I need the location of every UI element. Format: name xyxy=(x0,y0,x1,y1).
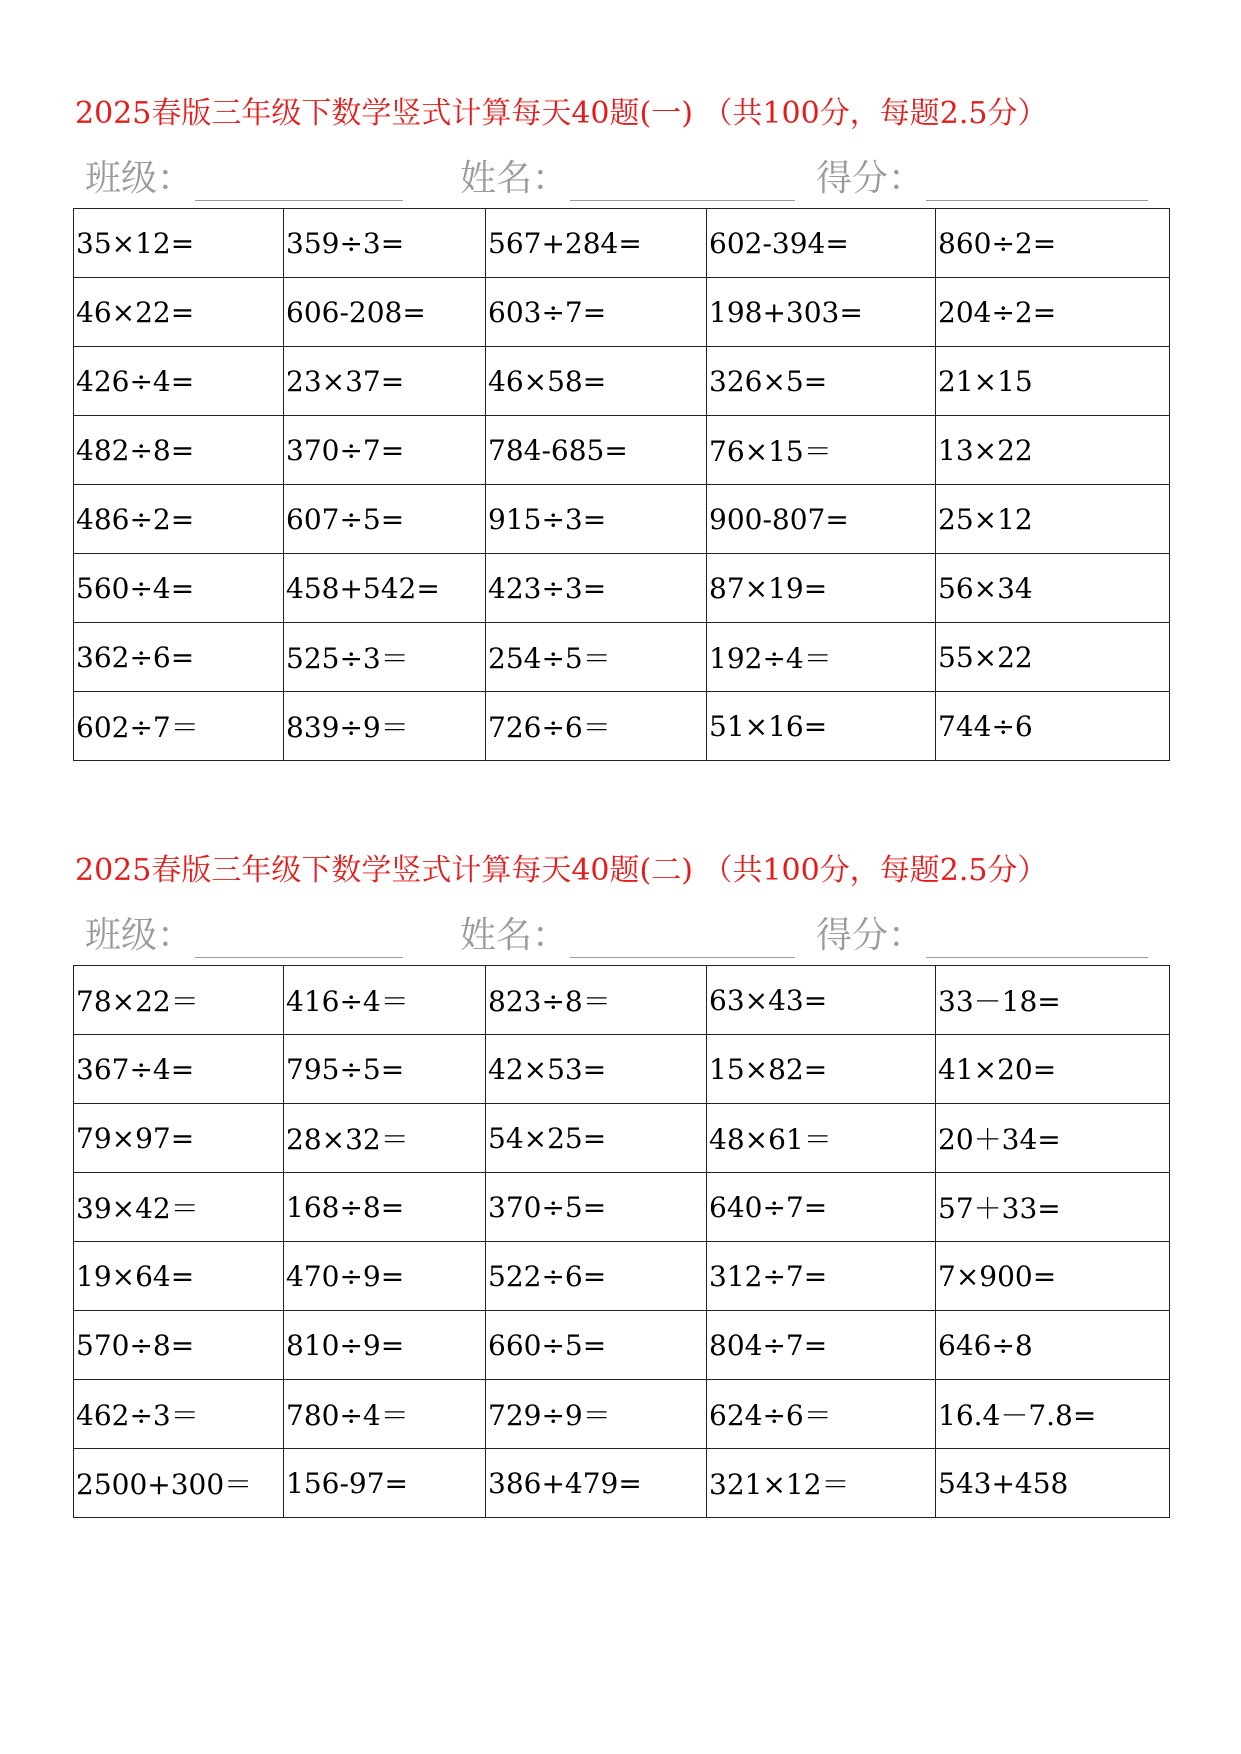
problem-cell: 860÷2= xyxy=(936,209,1170,278)
problem-cell: 326×5= xyxy=(707,347,936,416)
problem-cell: 370÷5= xyxy=(486,1173,707,1242)
problem-row xyxy=(74,623,1170,692)
name-blank[interactable] xyxy=(570,917,795,958)
problem-row xyxy=(74,1104,1170,1173)
problem-cell: 35×12= xyxy=(74,209,284,278)
worksheet-title: 2025春版三年级下数学竖式计算每天40题(一) （共100分，每题2.5分） xyxy=(75,96,1048,131)
problem-cell: 28×32＝ xyxy=(284,1104,486,1173)
problem-cell: 204÷2= xyxy=(936,278,1170,347)
student-info-row xyxy=(85,907,1165,955)
name-label: 姓名： xyxy=(460,915,569,956)
problem-cell: 56×34 xyxy=(936,554,1170,623)
problem-table xyxy=(73,208,1170,761)
class-blank[interactable] xyxy=(195,917,403,958)
problem-cell: 21×15 xyxy=(936,347,1170,416)
problem-cell: 254÷5＝ xyxy=(486,623,707,692)
class-field xyxy=(85,907,403,958)
problem-cell: 55×22 xyxy=(936,623,1170,692)
problem-cell: 25×12 xyxy=(936,485,1170,554)
name-field xyxy=(460,150,795,201)
name-label: 姓名： xyxy=(460,158,569,199)
problem-cell: 784-685= xyxy=(486,416,707,485)
problem-cell: 525÷3＝ xyxy=(284,623,486,692)
problem-cell: 543+458 xyxy=(936,1449,1170,1518)
problem-row xyxy=(74,692,1170,761)
problem-cell: 602-394= xyxy=(707,209,936,278)
problem-cell: 78×22＝ xyxy=(74,966,284,1035)
name-blank[interactable] xyxy=(570,160,795,201)
problem-cell: 416÷4＝ xyxy=(284,966,486,1035)
problem-row xyxy=(74,1311,1170,1380)
problem-cell: 168÷8= xyxy=(284,1173,486,1242)
problem-cell: 54×25= xyxy=(486,1104,707,1173)
score-blank[interactable] xyxy=(926,917,1148,958)
problem-row xyxy=(74,485,1170,554)
problem-cell: 367÷4= xyxy=(74,1035,284,1104)
problem-cell: 15×82= xyxy=(707,1035,936,1104)
problem-cell: 7×900= xyxy=(936,1242,1170,1311)
problem-cell: 63×43= xyxy=(707,966,936,1035)
worksheet-title: 2025春版三年级下数学竖式计算每天40题(二) （共100分，每题2.5分） xyxy=(75,853,1048,888)
problem-cell: 312÷7= xyxy=(707,1242,936,1311)
problem-cell: 810÷9= xyxy=(284,1311,486,1380)
problem-cell: 839÷9＝ xyxy=(284,692,486,761)
problem-cell: 470÷9= xyxy=(284,1242,486,1311)
problem-cell: 915÷3= xyxy=(486,485,707,554)
problem-row xyxy=(74,416,1170,485)
class-label: 班级： xyxy=(85,158,194,199)
problem-cell: 321×12＝ xyxy=(707,1449,936,1518)
problem-cell: 423÷3= xyxy=(486,554,707,623)
problem-cell: 607÷5= xyxy=(284,485,486,554)
problem-row xyxy=(74,1173,1170,1242)
problem-cell: 570÷8= xyxy=(74,1311,284,1380)
problem-cell: 804÷7= xyxy=(707,1311,936,1380)
problem-cell: 46×22= xyxy=(74,278,284,347)
problem-row xyxy=(74,347,1170,416)
class-field xyxy=(85,150,403,201)
problem-cell: 156-97= xyxy=(284,1449,486,1518)
problem-row xyxy=(74,209,1170,278)
problem-cell: 823÷8＝ xyxy=(486,966,707,1035)
problem-cell: 13×22 xyxy=(936,416,1170,485)
problem-cell: 603÷7= xyxy=(486,278,707,347)
problem-cell: 39×42＝ xyxy=(74,1173,284,1242)
problem-row xyxy=(74,966,1170,1035)
score-blank[interactable] xyxy=(926,160,1148,201)
problem-cell: 362÷6= xyxy=(74,623,284,692)
problem-cell: 20＋34= xyxy=(936,1104,1170,1173)
problem-cell: 16.4－7.8= xyxy=(936,1380,1170,1449)
problem-table xyxy=(73,965,1170,1518)
problem-cell: 48×61＝ xyxy=(707,1104,936,1173)
problem-cell: 42×53= xyxy=(486,1035,707,1104)
problem-cell: 359÷3= xyxy=(284,209,486,278)
problem-cell: 51×16= xyxy=(707,692,936,761)
problem-row xyxy=(74,554,1170,623)
problem-cell: 602÷7＝ xyxy=(74,692,284,761)
score-field xyxy=(816,907,1148,958)
problem-row xyxy=(74,1242,1170,1311)
problem-cell: 87×19= xyxy=(707,554,936,623)
problem-cell: 560÷4= xyxy=(74,554,284,623)
problem-cell: 522÷6= xyxy=(486,1242,707,1311)
problem-row xyxy=(74,1380,1170,1449)
problem-cell: 76×15＝ xyxy=(707,416,936,485)
problem-cell: 370÷7= xyxy=(284,416,486,485)
problem-cell: 386+479= xyxy=(486,1449,707,1518)
problem-row xyxy=(74,278,1170,347)
problem-cell: 57＋33= xyxy=(936,1173,1170,1242)
problem-cell: 795÷5= xyxy=(284,1035,486,1104)
problem-cell: 640÷7= xyxy=(707,1173,936,1242)
problem-cell: 567+284= xyxy=(486,209,707,278)
problem-cell: 660÷5= xyxy=(486,1311,707,1380)
class-blank[interactable] xyxy=(195,160,403,201)
problem-cell: 33－18= xyxy=(936,966,1170,1035)
problem-cell: 192÷4＝ xyxy=(707,623,936,692)
score-label: 得分： xyxy=(816,915,925,956)
problem-cell: 606-208= xyxy=(284,278,486,347)
problem-cell: 458+542= xyxy=(284,554,486,623)
problem-cell: 426÷4= xyxy=(74,347,284,416)
problem-cell: 780÷4＝ xyxy=(284,1380,486,1449)
problem-cell: 486÷2= xyxy=(74,485,284,554)
problem-cell: 482÷8= xyxy=(74,416,284,485)
problem-cell: 744÷6 xyxy=(936,692,1170,761)
problem-cell: 79×97= xyxy=(74,1104,284,1173)
score-field xyxy=(816,150,1148,201)
problem-cell: 41×20= xyxy=(936,1035,1170,1104)
problem-cell: 23×37= xyxy=(284,347,486,416)
problem-cell: 726÷6＝ xyxy=(486,692,707,761)
problem-cell: 2500+300＝ xyxy=(74,1449,284,1518)
student-info-row xyxy=(85,150,1165,198)
problem-cell: 729÷9＝ xyxy=(486,1380,707,1449)
problem-cell: 198+303= xyxy=(707,278,936,347)
problem-cell: 462÷3＝ xyxy=(74,1380,284,1449)
problem-cell: 624÷6＝ xyxy=(707,1380,936,1449)
score-label: 得分： xyxy=(816,158,925,199)
class-label: 班级： xyxy=(85,915,194,956)
problem-cell: 19×64= xyxy=(74,1242,284,1311)
name-field xyxy=(460,907,795,958)
problem-row xyxy=(74,1449,1170,1518)
problem-cell: 900-807= xyxy=(707,485,936,554)
problem-cell: 646÷8 xyxy=(936,1311,1170,1380)
problem-cell: 46×58= xyxy=(486,347,707,416)
problem-row xyxy=(74,1035,1170,1104)
